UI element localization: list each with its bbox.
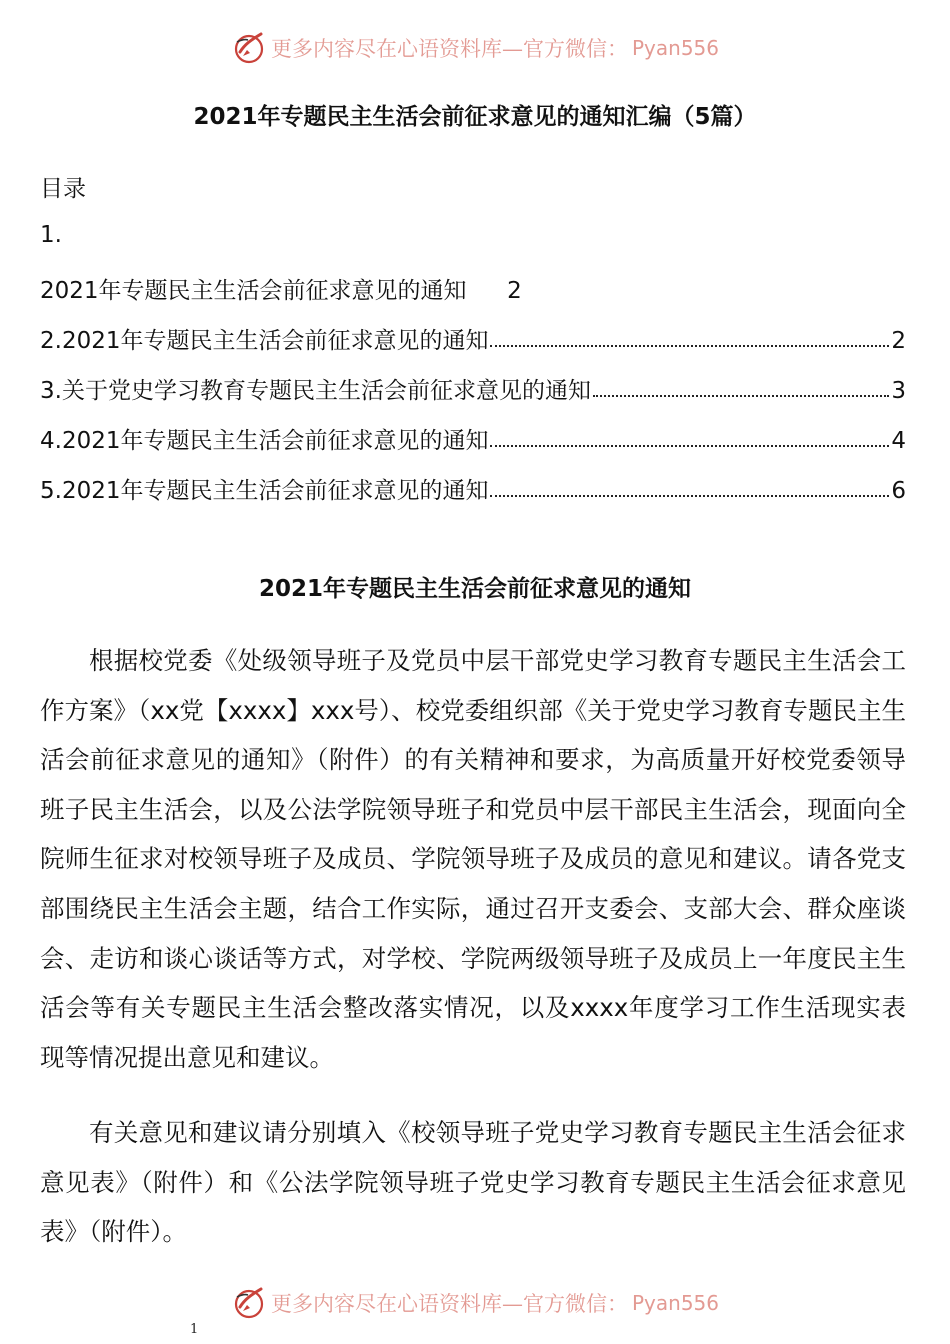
- toc-item-label: 2021年专题民主生活会前征求意见的通知: [40, 278, 467, 304]
- toc-item-page: 6: [891, 478, 906, 504]
- toc-leader: [490, 495, 889, 497]
- watermark-text: 更多内容尽在心语资料库—官方微信：: [270, 37, 628, 61]
- toc-item-page: 3: [891, 378, 906, 404]
- toc-item-4[interactable]: [40, 422, 906, 455]
- toc-item-5[interactable]: [40, 472, 906, 505]
- pen-circle-logo-icon: [231, 30, 267, 66]
- watermark-text: 更多内容尽在心语资料库—官方微信：: [270, 1292, 628, 1316]
- toc-leader: [490, 445, 889, 447]
- watermark-wechat-id: Pyan556: [631, 36, 719, 60]
- toc-item-page: 2: [507, 278, 522, 304]
- document-title: 2021年专题民主生活会前征求意见的通知汇编（5篇）: [193, 104, 757, 130]
- toc-item-page: 2: [891, 328, 906, 354]
- toc-item-label: 5.2021年专题民主生活会前征求意见的通知: [40, 478, 489, 504]
- toc-item-3[interactable]: [40, 372, 906, 405]
- toc-item-1[interactable]: [40, 272, 522, 305]
- toc-item-label: 4.2021年专题民主生活会前征求意见的通知: [40, 428, 489, 454]
- toc-item-label: 3.关于党史学习教育专题民主生活会前征求意见的通知: [40, 378, 591, 404]
- toc-first-number: 1.: [40, 222, 62, 248]
- watermark-banner-top: [0, 28, 950, 68]
- toc-item-2[interactable]: [40, 322, 906, 355]
- page-number: 1: [190, 1322, 199, 1337]
- pen-circle-logo-icon: [231, 1285, 267, 1321]
- toc-heading: 目录: [40, 176, 86, 202]
- watermark-banner-bottom: [0, 1283, 950, 1323]
- section-title: 2021年专题民主生活会前征求意见的通知: [258, 576, 691, 602]
- body-paragraph-1: 根据校党委《处级领导班子及党员中层干部党史学习教育专题民主生活会工作方案》（xx党【xxxx】xxx号）、校党委组织部《关于党史学习教育专题民主生活会前征求意见的通知》（附件）的有关精神和要求，为高质量开好校党委领导班子民主生活会，以及公法学院领导班子和党员中层干部民主生活会，现面向全院师生征求对校领导班子及成员、学院领导班子及成员的意见和建议。请各党支部围绕民主生活会主题，结合工作实际，通过召开支委会、支部大会、群众座谈会、走访和谈心谈话等方式，对学校、学院两级领导班子及成员上一年度民主生活会等有关专题民主生活会整改落实情况，以及xxxx年度学习工作生活现实表现等情况提出意见和建议。: [40, 646, 906, 1072]
- toc-leader: [593, 395, 889, 397]
- watermark-wechat-id: Pyan556: [631, 1291, 719, 1315]
- toc-item-label: 2.2021年专题民主生活会前征求意见的通知: [40, 328, 489, 354]
- toc-leader: [490, 345, 889, 347]
- body-paragraph-2: 有关意见和建议请分别填入《校领导班子党史学习教育专题民主生活会征求意见表》（附件）和《公法学院领导班子党史学习教育专题民主生活会征求意见表》（附件）。: [40, 1118, 906, 1247]
- toc-item-page: 4: [891, 428, 906, 454]
